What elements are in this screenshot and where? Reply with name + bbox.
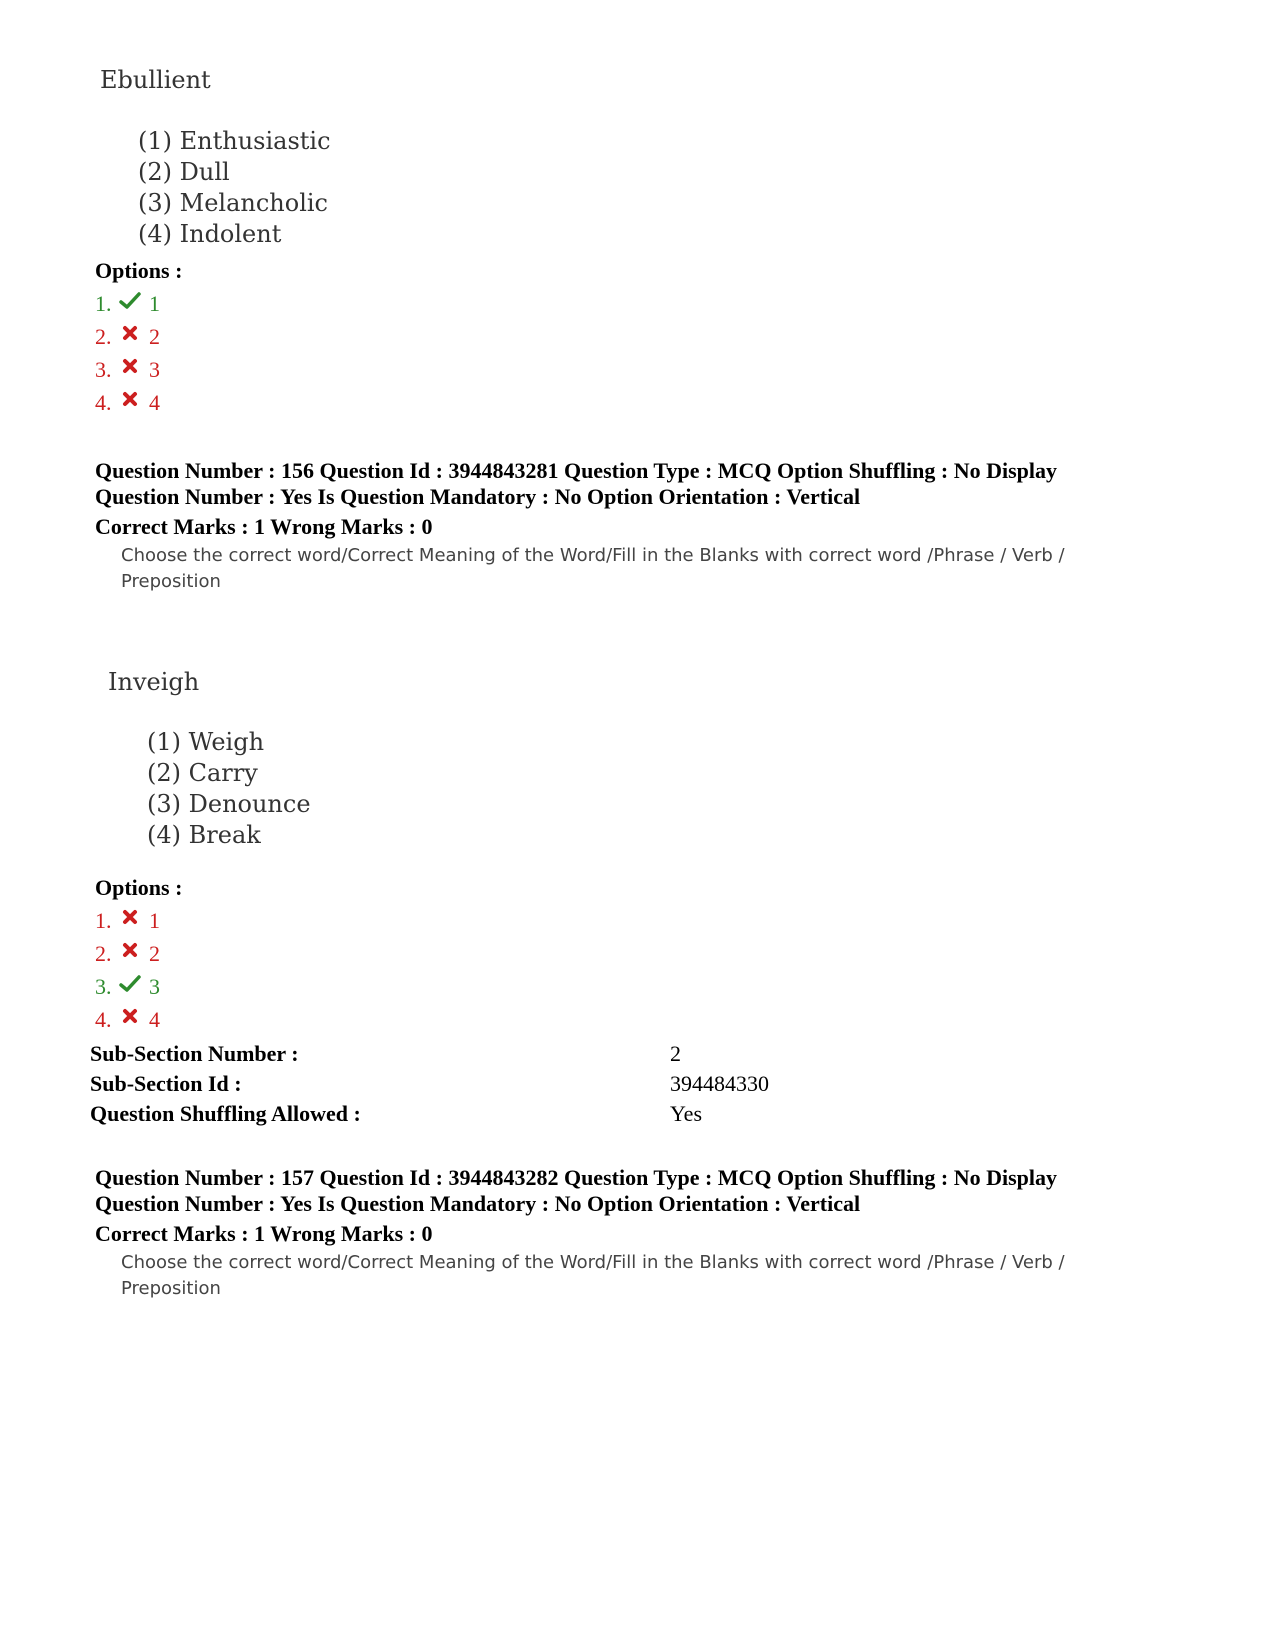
option-row: [95, 386, 160, 419]
option-row: [95, 904, 160, 937]
cross-icon: [119, 937, 143, 959]
question-instruction: Choose the correct word/Correct Meaning of the Word/Fill in the Blanks with correct word /Phrase / Verb / Preposition: [121, 1252, 1065, 1299]
choice-item: (4) Break: [147, 821, 261, 849]
options-list: [95, 287, 160, 419]
option-value: 1: [149, 291, 160, 316]
answer-choices: [138, 126, 331, 250]
subsection-number-label: Sub-Section Number :: [90, 1041, 299, 1066]
cross-icon: [119, 353, 143, 375]
option-value: 2: [149, 324, 160, 349]
option-number: 4.: [95, 390, 112, 415]
question-meta: [95, 458, 1057, 510]
option-value: 2: [149, 941, 160, 966]
subsection-number-value: 2: [670, 1041, 681, 1066]
option-row: [95, 970, 160, 1003]
option-row: [95, 1003, 160, 1036]
question-shuffling-value: Yes: [670, 1101, 703, 1126]
option-row: [95, 353, 160, 386]
question-marks: Correct Marks : 1 Wrong Marks : 0: [95, 514, 433, 539]
option-number: 2.: [95, 324, 112, 349]
options-label: Options :: [95, 258, 183, 283]
option-row: [95, 937, 160, 970]
question-instruction: Choose the correct word/Correct Meaning of the Word/Fill in the Blanks with correct word /Phrase / Verb / Preposition: [121, 545, 1065, 592]
question-meta: [95, 1165, 1057, 1217]
option-row: [95, 320, 160, 353]
subsection-id-value: 394484330: [670, 1071, 769, 1096]
option-value: 4: [149, 1007, 160, 1032]
answer-choices: [147, 727, 311, 851]
subsection-id-label: Sub-Section Id :: [90, 1071, 242, 1096]
options-list: [95, 904, 160, 1036]
options-label: Options :: [95, 875, 183, 900]
option-value: 3: [149, 357, 160, 382]
question-marks: Correct Marks : 1 Wrong Marks : 0: [95, 1221, 433, 1246]
check-icon: [119, 287, 143, 309]
cross-icon: [119, 904, 143, 926]
option-number: 4.: [95, 1007, 112, 1032]
option-number: 1.: [95, 908, 112, 933]
question-meta-line: Question Number : Yes Is Question Mandatory : No Option Orientation : Vertical: [95, 484, 861, 509]
question-meta-line: Question Number : Yes Is Question Mandatory : No Option Orientation : Vertical: [95, 1191, 861, 1216]
cross-icon: [119, 320, 143, 342]
question-meta-line: Question Number : 156 Question Id : 3944843281 Question Type : MCQ Option Shuffling : No Display: [95, 458, 1058, 483]
question-word: Inveigh: [108, 668, 200, 696]
option-number: 3.: [95, 357, 112, 382]
option-number: 1.: [95, 291, 112, 316]
check-icon: [119, 970, 143, 992]
question-word: Ebullient: [100, 66, 211, 94]
option-number: 3.: [95, 974, 112, 999]
choice-item: (2) Dull: [138, 158, 230, 186]
choice-item: (2) Carry: [147, 759, 258, 787]
choice-item: (4) Indolent: [138, 220, 282, 248]
option-number: 2.: [95, 941, 112, 966]
option-value: 4: [149, 390, 160, 415]
choice-item: (3) Denounce: [147, 790, 311, 818]
choice-item: (1) Enthusiastic: [138, 127, 331, 155]
option-value: 1: [149, 908, 160, 933]
cross-icon: [119, 1003, 143, 1025]
option-value: 3: [149, 974, 160, 999]
question-shuffling-label: Question Shuffling Allowed :: [90, 1101, 361, 1126]
question-meta-line: Question Number : 157 Question Id : 3944843282 Question Type : MCQ Option Shuffling : No Display: [95, 1165, 1058, 1190]
option-row: [95, 287, 160, 320]
cross-icon: [119, 386, 143, 408]
choice-item: (3) Melancholic: [138, 189, 328, 217]
choice-item: (1) Weigh: [147, 728, 265, 756]
